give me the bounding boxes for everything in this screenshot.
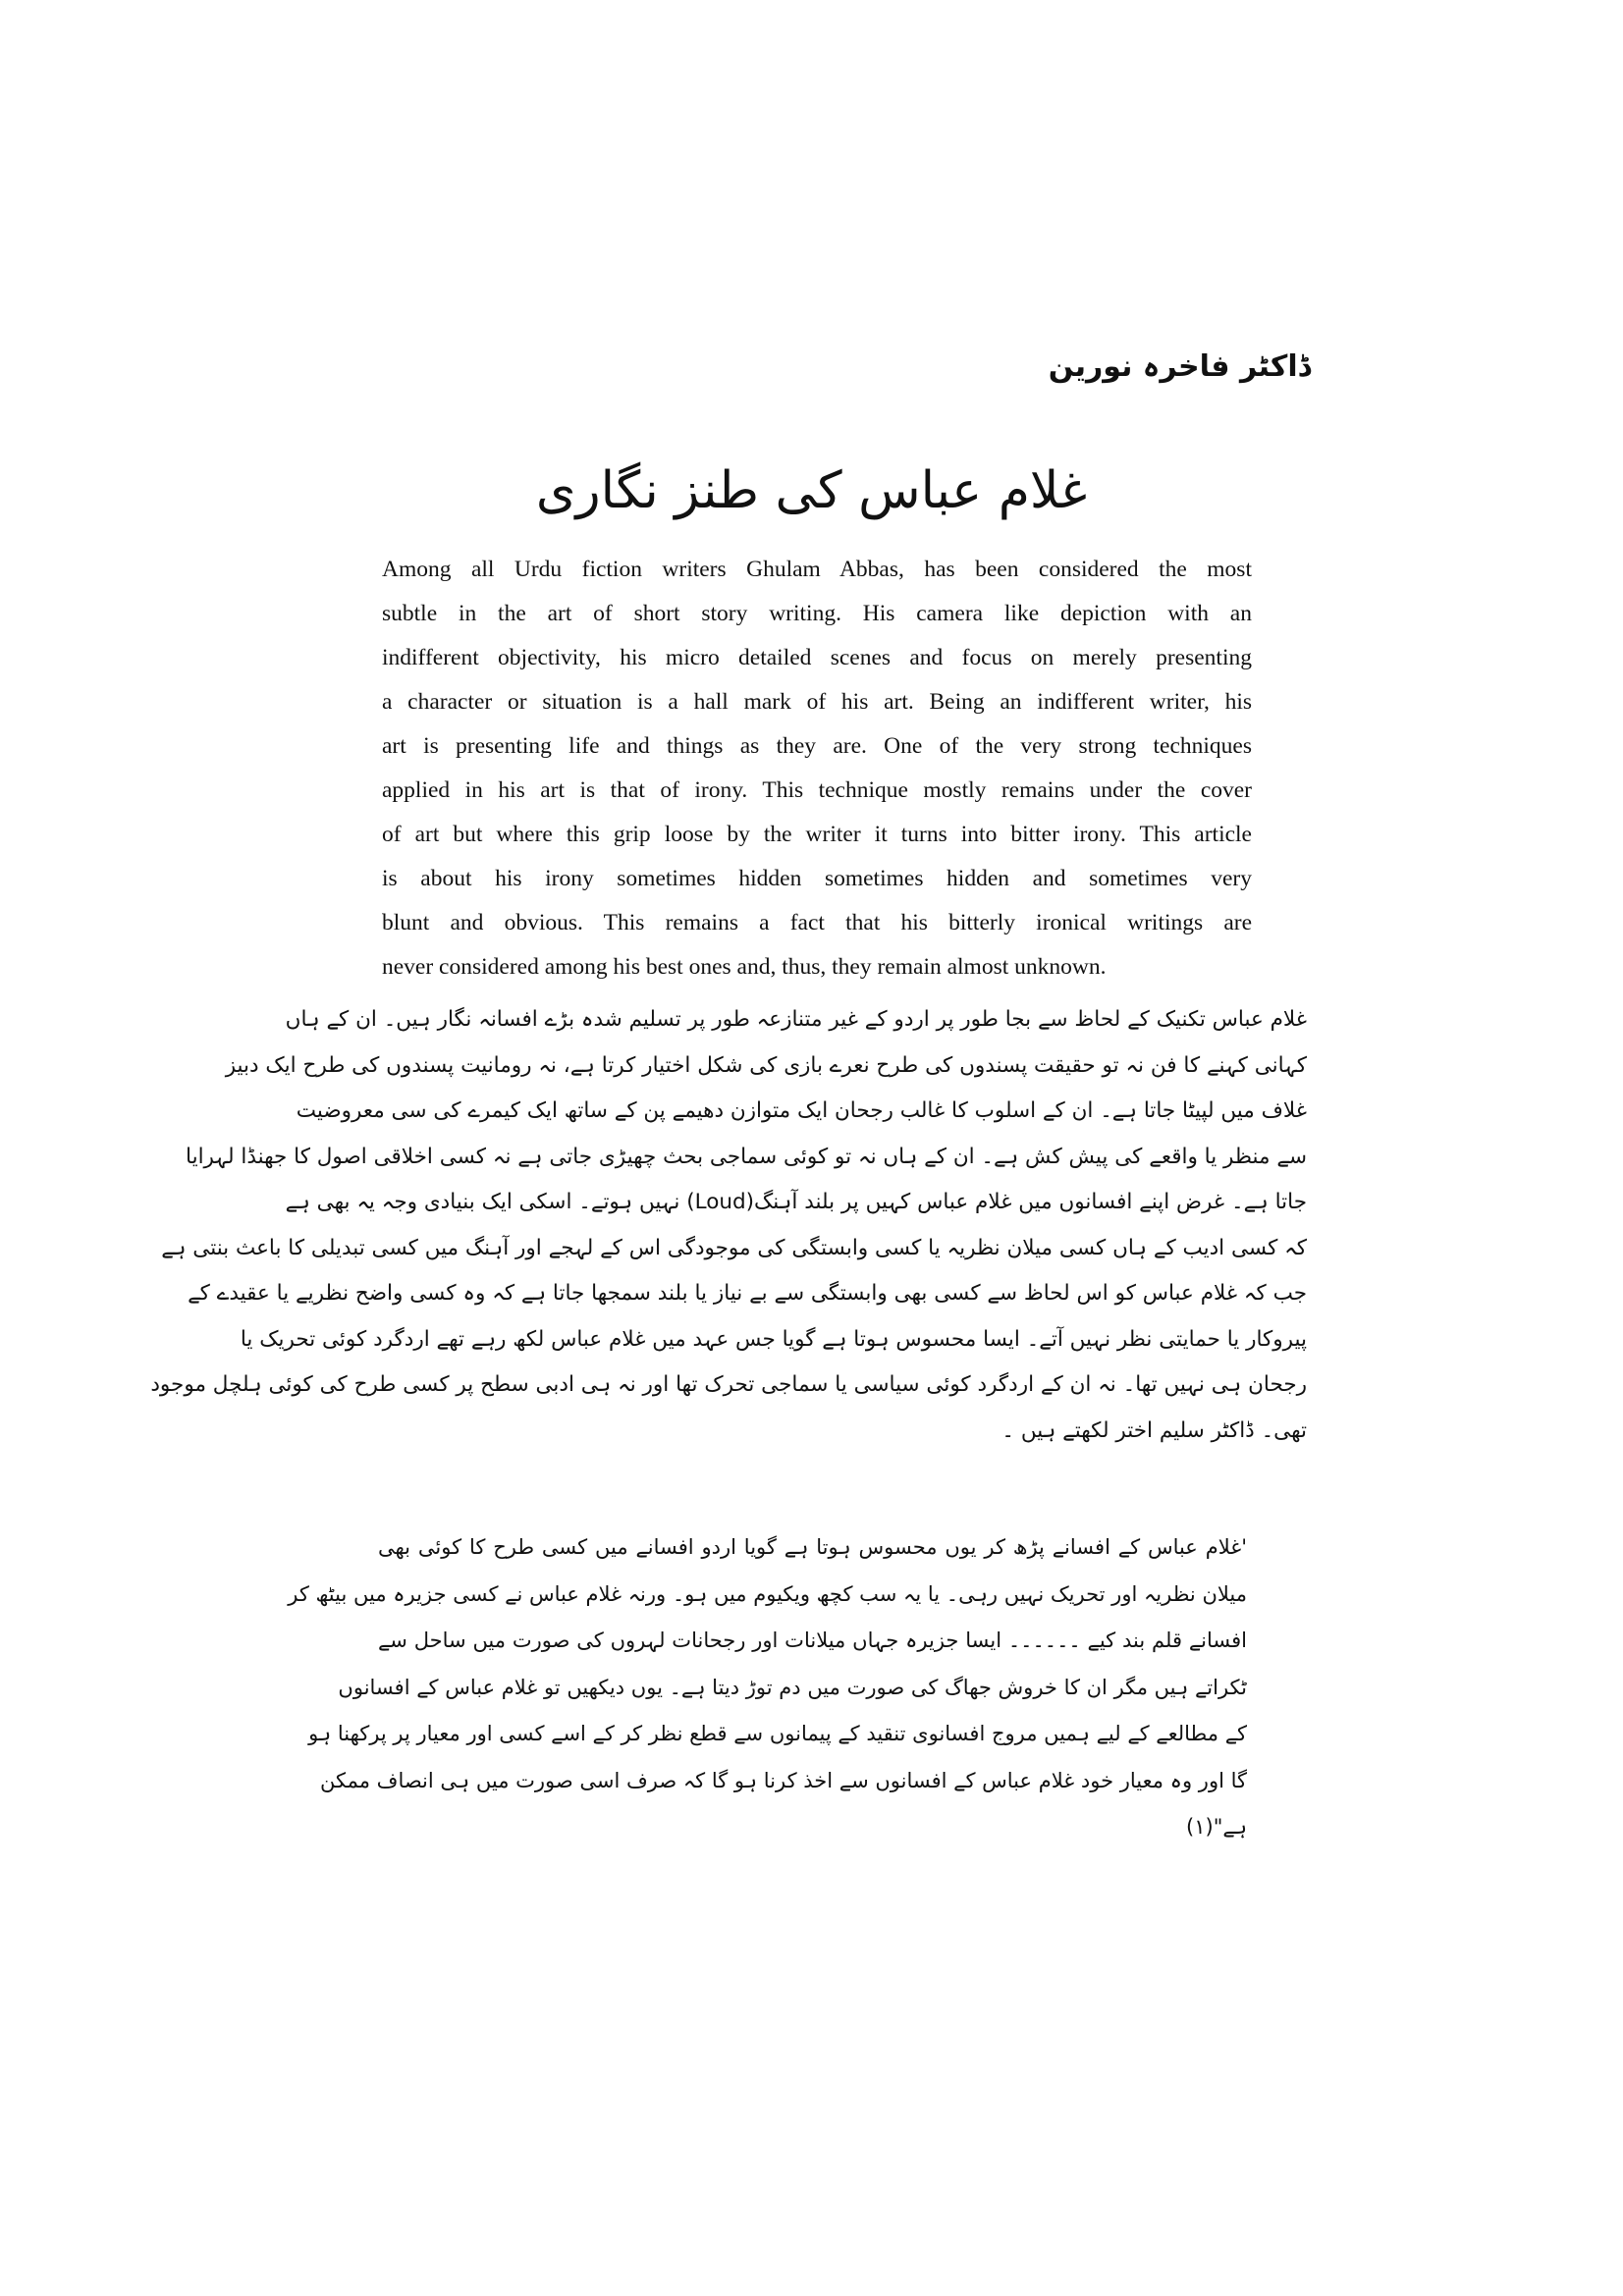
abstract-line: never considered among his best ones and, thus, they remain almost unknown. [382, 954, 1107, 980]
english-abstract [382, 548, 1252, 989]
abstract-line: a character or situation is a hall mark of his art. Being an indifferent writer, his [382, 689, 1252, 715]
body-line: کہانی کہنے کا فن نہ تو حقیقت پسندوں کی طرح نعرے بازی کی شکل اختیار کرتا ہے، نہ رومانیت پسندوں کی طرح ایک دبیز [225, 1052, 1307, 1078]
quote-line: میلان نظریہ اور تحریک نہیں رہی۔ یا یہ سب کچھ ویکیوم میں ہو۔ ورنہ غلام عباس نے کسی جزیرہ میں بیٹھ کر [288, 1581, 1247, 1606]
article-title: غلام عباس کی طنز نگاری [535, 461, 1088, 520]
body-line: سے منظر یا واقعے کی پیش کش ہے۔ ان کے ہاں نہ تو کوئی سماجی بحث چھیڑی جاتی ہے نہ کسی اخلاقی اصول کا جھنڈا لہرایا [186, 1144, 1307, 1169]
quote-line: گا اور وہ معیار خود غلام عباس کے افسانوں سے اخذ کرنا ہو گا کہ صرف اسی صورت میں ہی انصاف ممکن [320, 1768, 1247, 1792]
abstract-line: indifferent objectivity, his micro detailed scenes and focus on merely presenting [382, 645, 1252, 670]
body-line: غلام عباس تکنیک کے لحاظ سے بجا طور پر اردو کے غیر متنازعہ طور پر تسلیم شدہ بڑے افسانہ نگار ہیں۔ ان کے ہاں [285, 1007, 1307, 1032]
abstract-line: of art but where this grip loose by the writer it turns into bitter irony. This article [382, 822, 1252, 847]
body-line: کہ کسی ادیب کے ہاں کسی میلان نظریہ یا کسی وابستگی کی موجودگی اس کے لہجے اور آہنگ میں کسی تبدیلی کا باعث بنتی ہے [161, 1235, 1307, 1260]
abstract-line: applied in his art is that of irony. This technique mostly remains under the cover [382, 777, 1252, 803]
abstract-line: blunt and obvious. This remains a fact that his bitterly ironical writings are [382, 910, 1252, 935]
body-paragraph [150, 997, 1307, 1454]
body-line: تھی۔ ڈاکٹر سلیم اختر لکھتے ہیں ۔ [1001, 1417, 1307, 1443]
body-line: جاتا ہے۔ غرض اپنے افسانوں میں غلام عباس کہیں پر بلند آہنگ(Loud) نہیں ہوتے۔ اسکی ایک بنیادی وجہ یہ بھی ہے [285, 1190, 1307, 1214]
body-line: غلاف میں لپیٹا جاتا ہے۔ ان کے اسلوب کا غالب رجحان ایک متوازن دھیمے پن کے ساتھ ایک کیمرے کی سی معروضیت [296, 1098, 1307, 1123]
body-line: رجحان ہی نہیں تھا۔ نہ ان کے اردگرد کوئی سیاسی یا سماجی تحرک تھا اور نہ ہی ادبی سطح پر کسی طرح کی کوئی ہلچل موجود [150, 1372, 1307, 1397]
quote-line: افسانے قلم بند کیے ۔۔۔۔۔۔ ایسا جزیرہ جہاں میلانات اور رجحانات لہروں کی صورت میں ساحل سے [378, 1629, 1247, 1652]
body-line: پیروکار یا حمایتی نظر نہیں آتے۔ ایسا محسوس ہوتا ہے گویا جس عہد میں غلام عباس لکھ رہے تھے اردگرد کوئی تحریک یا [240, 1326, 1307, 1352]
block-quote [288, 1524, 1247, 1851]
body-line: جب کہ غلام عباس کو اس لحاظ سے کسی بھی وابستگی سے بے نیاز یا بلند سمجھا جاتا ہے کہ وہ کسی واضح نظریے یا عقیدے کے [188, 1281, 1307, 1306]
quote-line: ٹکراتے ہیں مگر ان کا خروش جھاگ کی صورت میں دم توڑ دیتا ہے۔ یوں دیکھیں تو غلام عباس کے افسانوں [338, 1675, 1247, 1699]
abstract-line: art is presenting life and things as they are. One of the very strong techniques [382, 733, 1252, 759]
author-name: ڈاکٹر فاخرہ نورین [1048, 349, 1311, 384]
quote-line: 'غلام عباس کے افسانے پڑھ کر یوں محسوس ہوتا ہے گویا اردو افسانے میں کسی طرح کا کوئی بھی [378, 1535, 1247, 1559]
quote-line: کے مطالعے کے لیے ہمیں مروج افسانوی تنقید کے پیمانوں سے قطع نظر کر کے اسے کسی اور معیار پر پرکھنا ہو [308, 1722, 1247, 1745]
abstract-line: Among all Urdu fiction writers Ghulam Abbas, has been considered the most [382, 557, 1252, 582]
quote-line: ہے"(۱) [1186, 1815, 1247, 1839]
abstract-line: is about his irony sometimes hidden sometimes hidden and sometimes very [382, 866, 1252, 891]
abstract-line: subtle in the art of short story writing. His camera like depiction with an [382, 601, 1252, 626]
